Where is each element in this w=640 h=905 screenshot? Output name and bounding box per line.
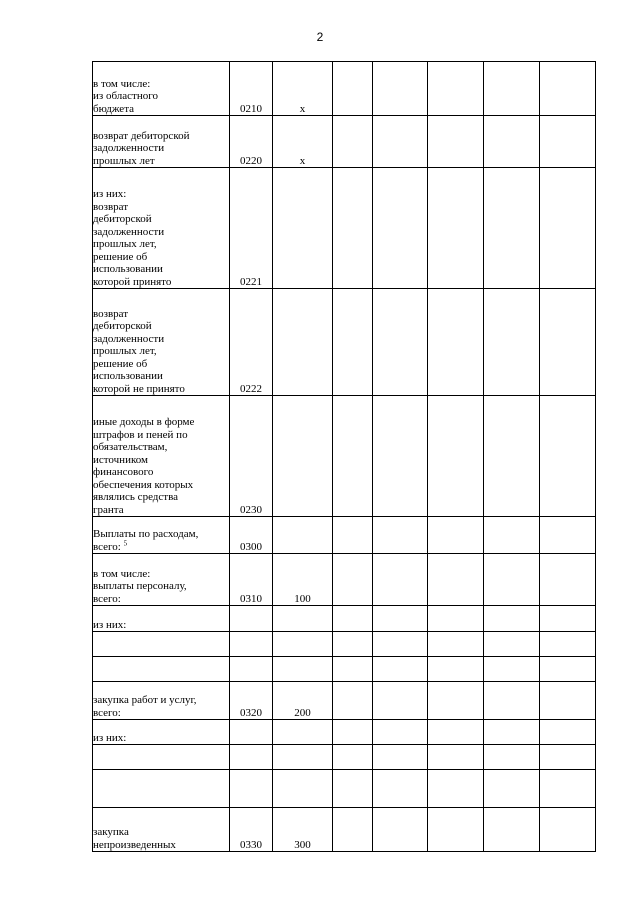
row-kbk <box>273 606 333 632</box>
empty-cell-col-6 <box>428 682 484 720</box>
empty-cell-col-6 <box>428 657 484 682</box>
empty-cell-col-7 <box>484 632 540 657</box>
description-line: возврат <box>93 307 129 320</box>
description-line: задолженности <box>93 332 165 345</box>
empty-cell-col-8 <box>540 554 596 606</box>
description-line: иные доходы в форме <box>93 416 195 428</box>
empty-cell-col-6 <box>428 745 484 770</box>
description-line: финансового <box>93 466 154 478</box>
empty-cell-col-5 <box>373 168 428 289</box>
empty-cell-col-6 <box>428 517 484 554</box>
empty-cell-col-6 <box>428 632 484 657</box>
empty-cell-col-6 <box>428 289 484 396</box>
empty-cell-col-4 <box>333 168 373 289</box>
empty-cell-col-7 <box>484 168 540 289</box>
empty-cell-col-8 <box>540 62 596 116</box>
empty-cell-col-8 <box>540 770 596 808</box>
empty-cell-col-6 <box>428 808 484 852</box>
empty-cell-col-4 <box>333 62 373 116</box>
empty-cell-col-7 <box>484 517 540 554</box>
empty-cell-col-7 <box>484 682 540 720</box>
empty-cell-col-5 <box>373 808 428 852</box>
description-line: из них: <box>93 618 127 631</box>
empty-cell-col-6 <box>428 396 484 517</box>
description-line: штрафов и пеней по <box>93 428 188 441</box>
row-kbk <box>273 517 333 554</box>
table-row <box>93 770 596 808</box>
description-line: прошлых лет, <box>93 345 157 357</box>
empty-cell-col-4 <box>333 606 373 632</box>
description-line: закупка <box>93 826 129 838</box>
row-code <box>230 720 273 745</box>
row-description <box>93 289 230 396</box>
row-description <box>93 657 230 682</box>
empty-cell-col-7 <box>484 289 540 396</box>
empty-cell-col-5 <box>373 396 428 517</box>
empty-cell-col-6 <box>428 62 484 116</box>
row-code: 0330 <box>230 808 273 852</box>
description-line: возврат <box>93 200 129 213</box>
empty-cell-col-4 <box>333 554 373 606</box>
description-line: которой не принято <box>93 382 185 395</box>
empty-cell-col-8 <box>540 720 596 745</box>
description-line: задолженности <box>93 142 165 154</box>
description-line: бюджета <box>93 102 135 115</box>
table-row <box>93 168 596 289</box>
empty-cell-col-4 <box>333 720 373 745</box>
table-row <box>93 720 596 745</box>
row-description <box>93 770 230 808</box>
report-table <box>92 61 596 852</box>
empty-cell-col-6 <box>428 168 484 289</box>
description-line: из них: <box>93 188 127 200</box>
empty-cell-col-8 <box>540 606 596 632</box>
table-row <box>93 396 596 517</box>
row-code: 0230 <box>230 396 273 517</box>
description-line: возврат дебиторской <box>93 129 190 142</box>
description-line: в том числе: <box>93 77 151 90</box>
empty-cell-col-4 <box>333 517 373 554</box>
description-line: источником <box>93 453 148 466</box>
empty-cell-col-8 <box>540 808 596 852</box>
row-kbk: 200 <box>273 682 333 720</box>
empty-cell-col-5 <box>373 606 428 632</box>
description-line: из них: <box>93 731 127 744</box>
empty-cell-col-8 <box>540 396 596 517</box>
row-description <box>93 168 230 289</box>
row-description <box>93 720 230 745</box>
empty-cell-col-4 <box>333 289 373 396</box>
row-description <box>93 396 230 517</box>
table-row <box>93 289 596 396</box>
description-line: гранта <box>93 503 124 516</box>
empty-cell-col-8 <box>540 168 596 289</box>
empty-cell-col-7 <box>484 554 540 606</box>
row-description <box>93 606 230 632</box>
empty-cell-col-5 <box>373 116 428 168</box>
row-code: 0221 <box>230 168 273 289</box>
description-line: которой принято <box>93 275 172 288</box>
description-line: всего: <box>93 706 121 719</box>
description-line: использовании <box>93 263 163 275</box>
description-line: в том числе: <box>93 567 151 580</box>
empty-cell-col-4 <box>333 770 373 808</box>
row-code <box>230 745 273 770</box>
empty-cell-col-8 <box>540 745 596 770</box>
row-kbk <box>273 396 333 517</box>
table-row <box>93 682 596 720</box>
empty-cell-col-5 <box>373 632 428 657</box>
table-row <box>93 554 596 606</box>
row-description <box>93 682 230 720</box>
empty-cell-col-5 <box>373 682 428 720</box>
description-line: прошлых лет, <box>93 238 157 250</box>
table-row <box>93 606 596 632</box>
empty-cell-col-7 <box>484 606 540 632</box>
row-code: 0300 <box>230 517 273 554</box>
empty-cell-col-8 <box>540 116 596 168</box>
row-description <box>93 808 230 852</box>
row-description <box>93 517 230 554</box>
row-kbk <box>273 632 333 657</box>
description-line: из областного <box>93 90 158 102</box>
description-line: Выплаты по расходам, <box>93 528 199 540</box>
page-number: 2 <box>316 30 324 44</box>
row-code <box>230 657 273 682</box>
empty-cell-col-5 <box>373 554 428 606</box>
empty-cell-col-7 <box>484 770 540 808</box>
empty-cell-col-8 <box>540 657 596 682</box>
empty-cell-col-5 <box>373 517 428 554</box>
empty-cell-col-6 <box>428 770 484 808</box>
empty-cell-col-4 <box>333 808 373 852</box>
row-code: 0210 <box>230 62 273 116</box>
table-row <box>93 745 596 770</box>
row-kbk <box>273 168 333 289</box>
description-line: прошлых лет <box>93 154 155 167</box>
empty-cell-col-4 <box>333 745 373 770</box>
row-kbk <box>273 289 333 396</box>
row-kbk <box>273 720 333 745</box>
description-line: обязательствам, <box>93 441 168 453</box>
empty-cell-col-8 <box>540 289 596 396</box>
empty-cell-col-5 <box>373 62 428 116</box>
footnote-mark: 5 <box>123 538 128 547</box>
description-line: закупка работ и услуг, <box>93 694 197 706</box>
empty-cell-col-7 <box>484 808 540 852</box>
empty-cell-col-5 <box>373 745 428 770</box>
row-kbk <box>273 745 333 770</box>
empty-cell-col-8 <box>540 682 596 720</box>
table-row <box>93 808 596 852</box>
row-code <box>230 770 273 808</box>
row-description <box>93 554 230 606</box>
row-kbk: х <box>273 116 333 168</box>
empty-cell-col-4 <box>333 396 373 517</box>
row-description <box>93 62 230 116</box>
table-row <box>93 517 596 554</box>
description-line: выплаты персоналу, <box>93 580 187 592</box>
description-line: решение об <box>93 357 148 370</box>
description-line: дебиторской <box>93 213 152 225</box>
row-description <box>93 116 230 168</box>
empty-cell-col-7 <box>484 657 540 682</box>
description-line: использовании <box>93 370 163 382</box>
row-code <box>230 632 273 657</box>
empty-cell-col-7 <box>484 396 540 517</box>
empty-cell-col-7 <box>484 720 540 745</box>
description-line: всего: <box>93 592 121 605</box>
table-row <box>93 657 596 682</box>
empty-cell-col-7 <box>484 116 540 168</box>
description-line: всего: $^5$ <box>93 538 128 553</box>
row-description <box>93 745 230 770</box>
description-line: обеспечения которых <box>93 478 194 491</box>
empty-cell-col-7 <box>484 62 540 116</box>
row-code: 0310 <box>230 554 273 606</box>
empty-cell-col-4 <box>333 116 373 168</box>
report-table-body <box>93 62 596 852</box>
row-kbk: 100 <box>273 554 333 606</box>
row-kbk <box>273 657 333 682</box>
description-line: задолженности <box>93 225 165 238</box>
empty-cell-col-4 <box>333 682 373 720</box>
table-row <box>93 632 596 657</box>
row-kbk: х <box>273 62 333 116</box>
row-code: 0222 <box>230 289 273 396</box>
empty-cell-col-7 <box>484 745 540 770</box>
row-kbk: 300 <box>273 808 333 852</box>
empty-cell-col-8 <box>540 517 596 554</box>
empty-cell-col-6 <box>428 606 484 632</box>
empty-cell-col-6 <box>428 720 484 745</box>
row-kbk <box>273 770 333 808</box>
empty-cell-col-4 <box>333 632 373 657</box>
empty-cell-col-5 <box>373 289 428 396</box>
description-line: дебиторской <box>93 320 152 332</box>
description-line: решение об <box>93 250 148 263</box>
empty-cell-col-8 <box>540 632 596 657</box>
empty-cell-col-6 <box>428 554 484 606</box>
table-row <box>93 116 596 168</box>
empty-cell-col-5 <box>373 720 428 745</box>
row-code: 0220 <box>230 116 273 168</box>
empty-cell-col-4 <box>333 657 373 682</box>
description-line: являлись средства <box>93 491 179 503</box>
empty-cell-col-5 <box>373 770 428 808</box>
empty-cell-col-5 <box>373 657 428 682</box>
empty-cell-col-6 <box>428 116 484 168</box>
row-code: 0320 <box>230 682 273 720</box>
table-row <box>93 62 596 116</box>
description-line: непроизведенных <box>93 838 176 851</box>
row-code <box>230 606 273 632</box>
row-description <box>93 632 230 657</box>
